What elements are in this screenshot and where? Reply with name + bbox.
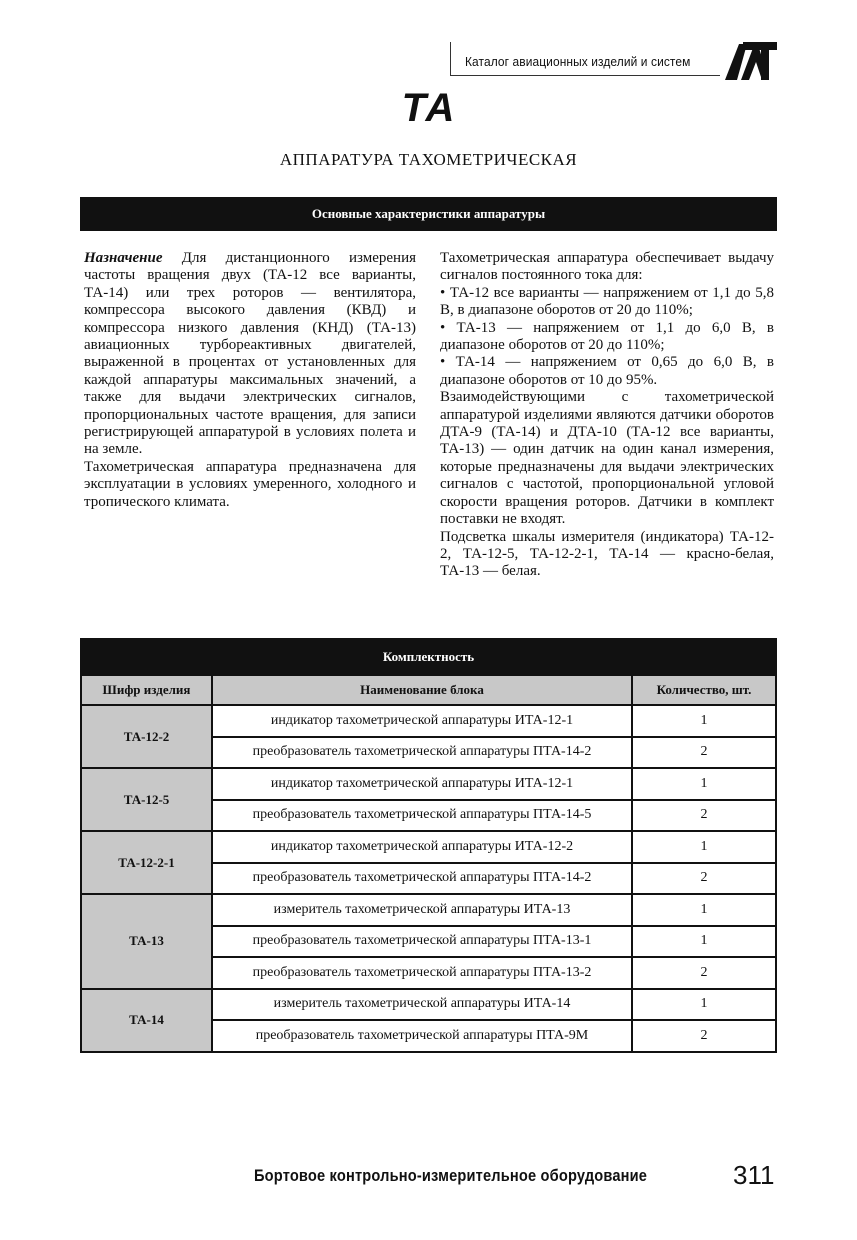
unit-quantity: 1 — [632, 989, 776, 1021]
header-rule — [450, 75, 720, 76]
unit-quantity: 2 — [632, 957, 776, 989]
unit-name: преобразователь тахометрической аппаратуры ПТА-14-2 — [212, 863, 632, 895]
table-header-row — [81, 675, 776, 705]
purpose-text: Для дистанционного измерения частоты вращения двух (ТА-12 все варианты, ТА-14) или трех роторов — вентилятора, компрессора высокого давления (КВД) и компрессора низкого давления (КНД) (ТА-13) авиационных турбореактивных двигателей, выраженной в процентах от установленных для каждой аппаратуры максимальных значений, а также для выдачи электрических сигналов, пропорциональных частоте вращения, для записи регистрирующей аппаратурой в условиях полета и на земле. — [84, 250, 416, 458]
backlight-paragraph: Подсветка шкалы измерителя (индикатора) ТА-12-2, ТА-12-5, ТА-12-2-1, ТА-14 — красно-белая, ТА-13 — белая. — [440, 528, 774, 580]
unit-name: измеритель тахометрической аппаратуры ИТА-14 — [212, 989, 632, 1021]
bullet-ta14: • ТА-14 — напряжением от 0,65 до 6,0 В, в диапазоне оборотов от 10 до 95%. — [440, 354, 774, 388]
climate-paragraph: Тахометрическая аппаратура предназначена для эксплуатации в условиях умеренного, холодного и тропического климата. — [84, 458, 416, 510]
table-row — [81, 989, 776, 1021]
signals-intro: Тахометрическая аппаратура обеспечивает выдачу сигналов постоянного тока для: — [440, 250, 774, 284]
table-row — [81, 768, 776, 800]
table-caption: Комплектность — [81, 639, 776, 675]
header-rule-vertical — [450, 42, 451, 76]
product-code: ТА-12-2-1 — [81, 831, 212, 894]
left-column — [84, 250, 416, 511]
purpose-lead: Назначение — [84, 250, 163, 266]
footer-section-title: Бортовое контрольно-измерительное оборудование — [254, 1166, 648, 1185]
product-code: ТА-12-2 — [81, 705, 212, 768]
table-body — [81, 705, 776, 1052]
unit-name: преобразователь тахометрической аппаратуры ПТА-9М — [212, 1020, 632, 1052]
table-row — [81, 705, 776, 737]
unit-quantity: 1 — [632, 831, 776, 863]
table-row — [81, 831, 776, 863]
unit-name: преобразователь тахометрической аппаратуры ПТА-13-2 — [212, 957, 632, 989]
bullet-ta13: • ТА-13 — напряжением от 1,1 до 6,0 В, в диапазоне оборотов от 20 до 110%; — [440, 319, 774, 354]
col-qty-header: Количество, шт. — [632, 675, 776, 705]
product-code: ТА-13 — [81, 894, 212, 989]
unit-quantity: 1 — [632, 926, 776, 958]
kit-table — [80, 638, 777, 1053]
purpose-paragraph — [84, 250, 416, 459]
table-row — [81, 894, 776, 926]
catalog-title: Каталог авиационных изделий и систем — [465, 54, 691, 69]
unit-name: преобразователь тахометрической аппаратуры ПТА-14-2 — [212, 737, 632, 769]
unit-quantity: 2 — [632, 863, 776, 895]
unit-quantity: 1 — [632, 768, 776, 800]
iat-logo — [725, 40, 777, 82]
sensors-paragraph: Взаимодействующими с тахометрической аппаратурой изделиями являются датчики оборотов ДТА-9 (ТА-14) и ДТА-10 (ТА-12 все варианты, ТА-13) — один датчик на один канал измерения, которые предназначены для выдачи электрических сигналов с частотой, пропорциональной угловой скорости вращения роторов. Датчики в комплект поставки не входят. — [440, 389, 774, 528]
unit-name: преобразователь тахометрической аппаратуры ПТА-14-5 — [212, 800, 632, 832]
page-title: ТА — [401, 86, 456, 130]
section-header: Основные характеристики аппаратуры — [80, 197, 777, 231]
unit-name: преобразователь тахометрической аппаратуры ПТА-13-1 — [212, 926, 632, 958]
right-column — [440, 250, 774, 581]
unit-quantity: 1 — [632, 894, 776, 926]
page-subtitle: АППАРАТУРА ТАХОМЕТРИЧЕСКАЯ — [279, 150, 578, 169]
unit-quantity: 2 — [632, 1020, 776, 1052]
col-code-header: Шифр изделия — [81, 675, 212, 705]
unit-name: индикатор тахометрической аппаратуры ИТА-12-1 — [212, 768, 632, 800]
unit-name: индикатор тахометрической аппаратуры ИТА-12-2 — [212, 831, 632, 863]
unit-name: индикатор тахометрической аппаратуры ИТА-12-1 — [212, 705, 632, 737]
product-code: ТА-14 — [81, 989, 212, 1052]
unit-quantity: 2 — [632, 800, 776, 832]
product-code: ТА-12-5 — [81, 768, 212, 831]
bullet-ta12: • ТА-12 все варианты — напряжением от 1,1 до 5,8 В, в диапазоне оборотов от 20 до 110%; — [440, 284, 774, 319]
page-number: 311 — [733, 1160, 775, 1190]
unit-quantity: 1 — [632, 705, 776, 737]
col-name-header: Наименование блока — [212, 675, 632, 705]
unit-name: измеритель тахометрической аппаратуры ИТА-13 — [212, 894, 632, 926]
unit-quantity: 2 — [632, 737, 776, 769]
